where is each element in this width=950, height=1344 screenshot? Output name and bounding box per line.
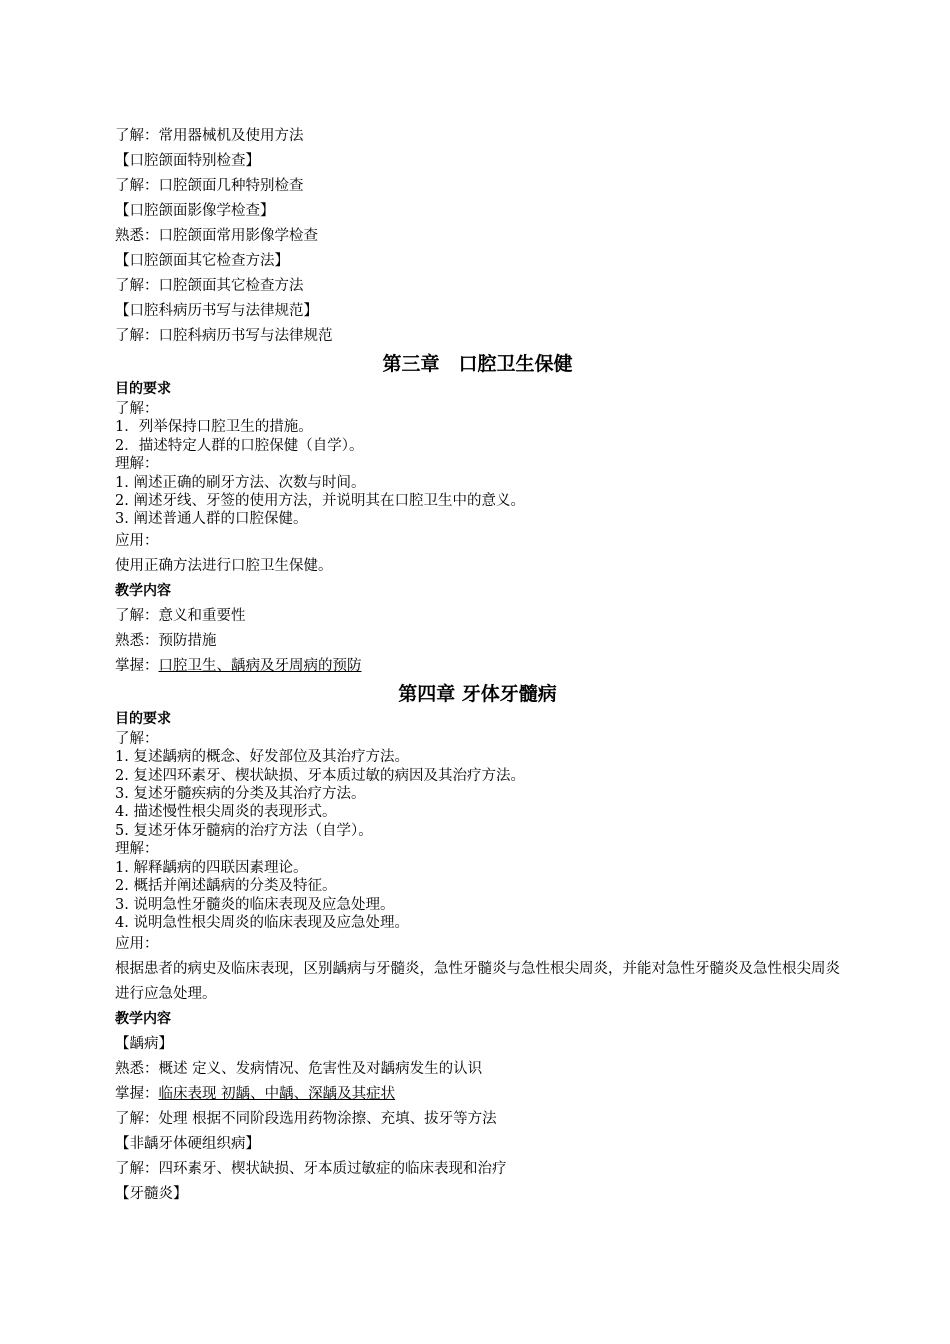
list-item: 1. 复述龋病的概念、好发部位及其治疗方法。 (115, 749, 409, 766)
list-item: 3. 复述牙髓疾病的分类及其治疗方法。 (115, 786, 366, 803)
text-line: 熟悉：口腔颌面常用影像学检查 (115, 228, 318, 244)
document-page (115, 124, 840, 1207)
underlined-text: 临床表现 初龋、中龋、深龋及其症状 (158, 1086, 396, 1103)
understand-label: 了解： (115, 401, 159, 417)
text-line (115, 1082, 840, 1107)
list-item: 1. 解释龋病的四联因素理论。 (115, 859, 308, 876)
chapter-3-title: 第三章 口腔卫生保健 (382, 353, 573, 375)
section-heading: 【口腔颌面影像学检查】 (115, 203, 275, 219)
underlined-text: 口腔卫生、龋病及牙周病的预防 (158, 657, 362, 674)
goal-heading: 目的要求 (115, 381, 171, 397)
text-line: 熟悉：概述 定义、发病情况、危害性及对龋病发生的认识 (115, 1061, 483, 1078)
text-prefix: 掌握： (115, 657, 159, 674)
section-heading: 【口腔颌面特别检查】 (115, 153, 260, 169)
chapter-4-title: 第四章 牙体牙髓病 (398, 682, 557, 705)
apply-label: 应用： (115, 936, 159, 953)
text-line: 了解：处理 根据不同阶段选用药物涂擦、充填、拔牙等方法 (115, 1111, 497, 1128)
section-heading: 【口腔科病历书写与法律规范】 (115, 303, 318, 319)
text-line: 了解：口腔颌面几种特别检查 (115, 178, 304, 194)
list-item: 3. 阐述普通人群的口腔保健。 (115, 511, 308, 528)
content-heading: 教学内容 (115, 582, 171, 599)
list-item: 5. 复述牙体牙髓病的治疗方法（自学）。 (115, 822, 373, 839)
content-heading: 教学内容 (115, 1011, 171, 1028)
list-item: 2. 阐述牙线、牙签的使用方法，并说明其在口腔卫生中的意义。 (115, 493, 525, 510)
text-line: 了解：口腔科病历书写与法律规范 (115, 328, 333, 344)
text-prefix: 掌握： (115, 1086, 159, 1103)
list-item: 4. 说明急性根尖周炎的临床表现及应急处理。 (115, 914, 409, 931)
understand-label: 了解： (115, 730, 159, 747)
text-line (115, 654, 840, 679)
section-heading: 【非龋牙体硬组织病】 (115, 1136, 260, 1153)
comprehend-label: 理解： (115, 841, 159, 858)
list-item: 2．描述特定人群的口腔保健（自学）。 (115, 437, 364, 454)
comprehend-label: 理解： (115, 456, 159, 473)
text-line: 熟悉：预防措施 (115, 632, 217, 649)
list-item: 4. 描述慢性根尖周炎的表现形式。 (115, 804, 337, 821)
text-line: 了解：四环素牙、楔状缺损、牙本质过敏症的临床表现和治疗 (115, 1161, 507, 1178)
list-item: 1. 阐述正确的刷牙方法、次数与时间。 (115, 474, 366, 491)
section-heading: 【龋病】 (115, 1036, 173, 1053)
list-item: 3. 说明急性牙髓炎的临床表现及应急处理。 (115, 896, 395, 913)
text-line: 了解：意义和重要性 (115, 607, 246, 624)
section-heading: 【牙髓炎】 (115, 1186, 188, 1203)
apply-label: 应用： (115, 532, 159, 549)
list-item: 2. 复述四环素牙、楔状缺损、牙本质过敏的病因及其治疗方法。 (115, 767, 525, 784)
section-heading: 【口腔颌面其它检查方法】 (115, 253, 289, 269)
list-item: 2. 概括并阐述龋病的分类及特征。 (115, 878, 337, 895)
text-line: 了解：口腔颌面其它检查方法 (115, 278, 304, 294)
text-line: 了解：常用器械机及使用方法 (115, 128, 304, 144)
apply-text: 使用正确方法进行口腔卫生保健。 (115, 557, 333, 574)
goal-heading: 目的要求 (115, 710, 171, 727)
apply-text: 根据患者的病史及临床表现，区别龋病与牙髓炎，急性牙髓炎与急性根尖周炎，并能对急性牙髓炎及急性根尖周炎进行应急处理。 (115, 961, 840, 1003)
list-item: 1．列举保持口腔卫生的措施。 (115, 419, 313, 436)
